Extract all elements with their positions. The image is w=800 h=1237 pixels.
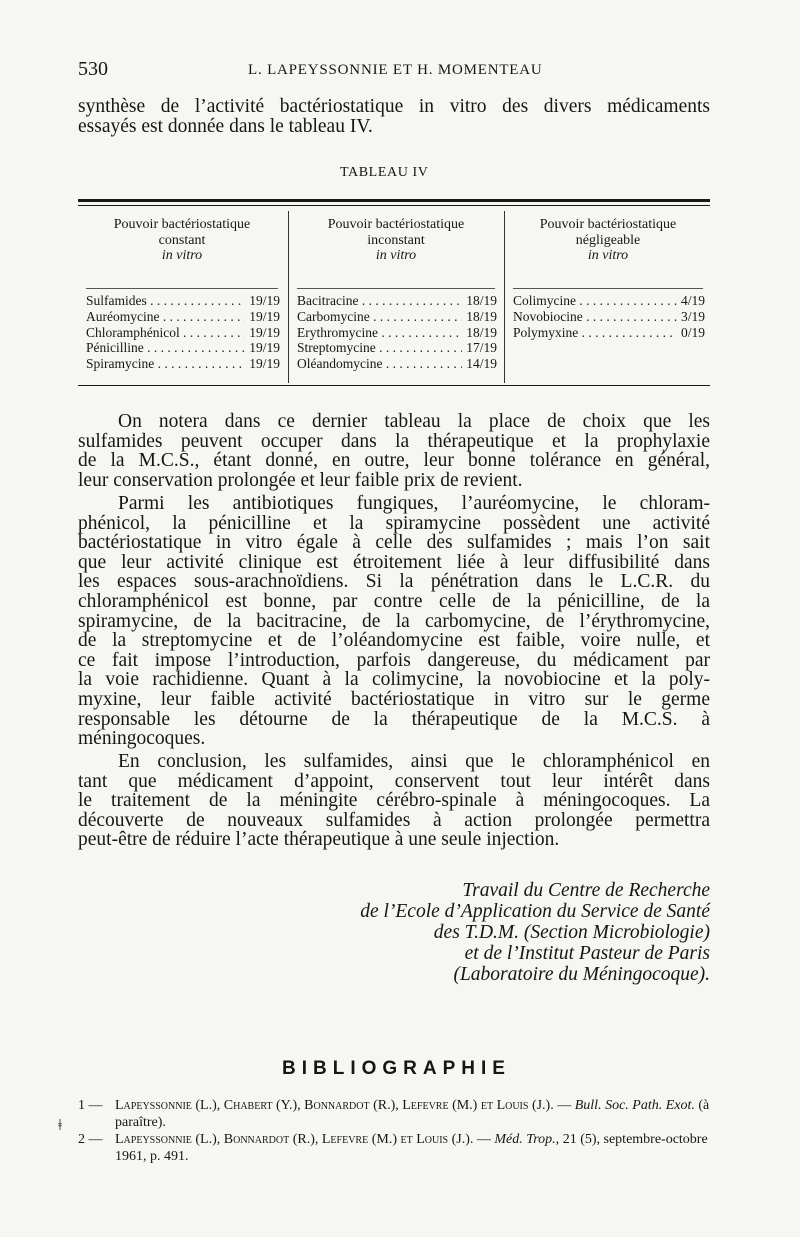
- table-column-inconstant: [288, 211, 503, 383]
- text-line: responsable les détourne de la thérapeutique de la M.C.S. à: [78, 708, 710, 730]
- drug-name: Sulfamides . . .: [86, 293, 245, 309]
- text-line: les espaces sous-arachnoïdiens. Si la pénétration dans le L.C.R. du: [78, 571, 710, 593]
- drug-name: Bacitracine . . .: [297, 293, 462, 309]
- table-row: [86, 309, 280, 325]
- drug-value: 17/19: [462, 340, 497, 356]
- drug-value: 3/19: [677, 309, 705, 325]
- text-line: de la M.C.S., étant donné, en outre, leur bonne tolérance en général,: [78, 450, 710, 472]
- heading-line: in vitro: [161, 248, 203, 263]
- reference-number: 1 —: [78, 1098, 103, 1113]
- reference-item: [78, 1097, 710, 1131]
- reference-journal: Bull. Soc. Path. Exot.: [574, 1098, 695, 1113]
- drug-name: Colimycine . . .: [513, 293, 677, 309]
- drug-name: Streptomycine . . .: [297, 340, 462, 356]
- text-line: peut-être de réduire l’acte thérapeutique à une seule injection.: [78, 829, 560, 851]
- heading-line: constant: [158, 232, 206, 248]
- drug-name: Pénicilline . . .: [86, 340, 245, 356]
- reference-authors: Lapeyssonnie (L.), Chabert (Y.), Bonnardot (R.), Lefevre (M.) et Louis (J.). —: [115, 1098, 572, 1113]
- drug-value: 19/19: [245, 309, 280, 325]
- reference-authors: Lapeyssonnie (L.), Bonnardot (R.), Lefevre (M.) et Louis (J.). —: [115, 1132, 491, 1147]
- reference-item: [78, 1131, 710, 1165]
- heading-line: in vitro: [375, 248, 417, 263]
- bibliography-list: [78, 1097, 710, 1165]
- column-rule: [297, 288, 495, 289]
- heading-line: Pouvoir bactériostatique: [113, 217, 251, 232]
- table-caption: TABLEAU IV: [340, 165, 429, 180]
- table-bottom-rule: [78, 385, 710, 386]
- text-line: le traitement de la méningite cérébro-spinale à méningocoques. La: [78, 790, 710, 812]
- text-line: En conclusion, les sulfamides, ainsi que le chloramphénicol en: [118, 751, 710, 772]
- column-heading: [289, 217, 503, 264]
- text-line: spiramycine, de la bacitracine, de la carbomycine, de l’érythromycine,: [78, 610, 710, 632]
- column-heading: [505, 217, 711, 264]
- heading-line: Pouvoir bactériostatique: [539, 217, 677, 232]
- text-line: essayés est donnée dans le tableau IV.: [78, 115, 373, 137]
- bibliography-title: BIBLIOGRAPHIE: [282, 1058, 511, 1079]
- paragraph-1: [78, 412, 710, 490]
- text-line: bactériostatique in vitro égale à celle des sulfamides ; mais l’on sait: [78, 532, 710, 554]
- credit-line: de l’Ecole d’Application du Service de Santé: [360, 901, 710, 922]
- reference-details: 21 (5), septembre-octobre 1961, p. 491.: [115, 1132, 708, 1164]
- table-row: [513, 325, 705, 341]
- margin-mark: ǂ: [58, 1117, 62, 1134]
- credit-line: et de l’Institut Pasteur de Paris: [464, 943, 710, 964]
- heading-line: négligeable: [575, 232, 641, 248]
- text-line: tant que médicament d’appoint, conservent tout leur intérêt dans: [78, 770, 710, 792]
- column-rows: [297, 293, 497, 372]
- table-row: [513, 309, 705, 325]
- drug-value: 18/19: [462, 325, 497, 341]
- drug-value: 19/19: [245, 340, 280, 356]
- drug-value: 14/19: [462, 356, 497, 372]
- text-line: synthèse de l’activité bactériostatique in vitro des divers médicaments: [78, 96, 710, 117]
- reference-details: (à paraître).: [115, 1098, 710, 1130]
- page-number: 530: [78, 58, 108, 80]
- drug-value: 19/19: [245, 325, 280, 341]
- drug-value: 19/19: [245, 356, 280, 372]
- drug-name: Oléandomycine . . .: [297, 356, 462, 372]
- table-column-negligible: [504, 211, 711, 383]
- heading-line: in vitro: [587, 248, 629, 263]
- table-top-rule-thin: [78, 205, 710, 206]
- drug-name: Erythromycine . . .: [297, 325, 462, 341]
- column-rule: [86, 288, 278, 289]
- running-title: L. LAPEYSSONNIE ET H. MOMENTEAU: [248, 62, 543, 78]
- table-row: [86, 325, 280, 341]
- table-row: [86, 356, 280, 372]
- drug-name: Spiramycine . . .: [86, 356, 245, 372]
- credit-line: des T.D.M. (Section Microbiologie): [433, 922, 710, 943]
- text-line: myxine, leur faible activité bactériostatique in vitro sur le germe: [78, 688, 710, 710]
- column-rule: [513, 288, 703, 289]
- text-line: méningocoques.: [78, 728, 206, 750]
- drug-name: Chloramphénicol . . .: [86, 325, 245, 341]
- drug-name: Carbomycine . . .: [297, 309, 462, 325]
- running-head: [78, 58, 710, 82]
- text-line: On notera dans ce dernier tableau la place de choix que les: [118, 411, 710, 432]
- text-line: sulfamides peuvent occuper dans la thérapeutique et la prophylaxie: [78, 430, 710, 452]
- text-line: ce fait impose l’introduction, parfois dangereuse, du médicament par: [78, 649, 710, 671]
- drug-name: Auréomycine . . .: [86, 309, 245, 325]
- drug-value: 18/19: [462, 293, 497, 309]
- drug-name: Polymyxine . . .: [513, 325, 677, 341]
- affiliation-credit: [270, 880, 710, 985]
- table-row: [297, 340, 497, 356]
- credit-line: (Laboratoire du Méningocoque).: [453, 964, 710, 985]
- column-heading: [78, 217, 286, 264]
- text-line: phénicol, la pénicilline et la spiramycine possèdent une activité: [78, 512, 710, 534]
- table-row: [297, 309, 497, 325]
- drug-value: 18/19: [462, 309, 497, 325]
- heading-line: Pouvoir bactériostatique: [327, 217, 465, 232]
- text-line: découverte de nouveaux sulfamides à action prolongée permettra: [78, 809, 710, 831]
- text-line: de la streptomycine et de l’oléandomycine est faible, voire nulle, et: [78, 630, 710, 652]
- table-row: [297, 356, 497, 372]
- drug-value: 19/19: [245, 293, 280, 309]
- table-row: [513, 293, 705, 309]
- credit-line: Travail du Centre de Recherche: [462, 880, 710, 901]
- text-line: que leur activité clinique est étroitement liée à leur diffusibilité dans: [78, 551, 710, 573]
- table-top-rule: [78, 199, 710, 202]
- text-line: la voie rachidienne. Quant à la colimycine, la novobiocine et la poly-: [78, 669, 710, 691]
- table-column-constant: [78, 211, 286, 383]
- intro-paragraph: [78, 97, 710, 136]
- heading-line: inconstant: [367, 232, 425, 248]
- table-row: [297, 325, 497, 341]
- drug-value: 0/19: [677, 325, 705, 341]
- text-line: leur conservation prolongée et leur faible prix de revient.: [78, 469, 523, 491]
- paragraph-2: [78, 494, 710, 749]
- reference-journal: Méd. Trop.,: [494, 1132, 560, 1147]
- table-row: [86, 340, 280, 356]
- reference-number: 2 —: [78, 1132, 103, 1147]
- column-rows: [86, 293, 280, 372]
- text-line: Parmi les antibiotiques fungiques, l’auréomycine, le chloram-: [118, 493, 710, 514]
- table-row: [297, 293, 497, 309]
- text-line: chloramphénicol est bonne, par contre celle de la pénicilline, de la: [78, 590, 710, 612]
- paragraph-3: [78, 752, 710, 850]
- drug-value: 4/19: [677, 293, 705, 309]
- column-rows: [513, 293, 705, 340]
- drug-name: Novobiocine . . .: [513, 309, 677, 325]
- table-row: [86, 293, 280, 309]
